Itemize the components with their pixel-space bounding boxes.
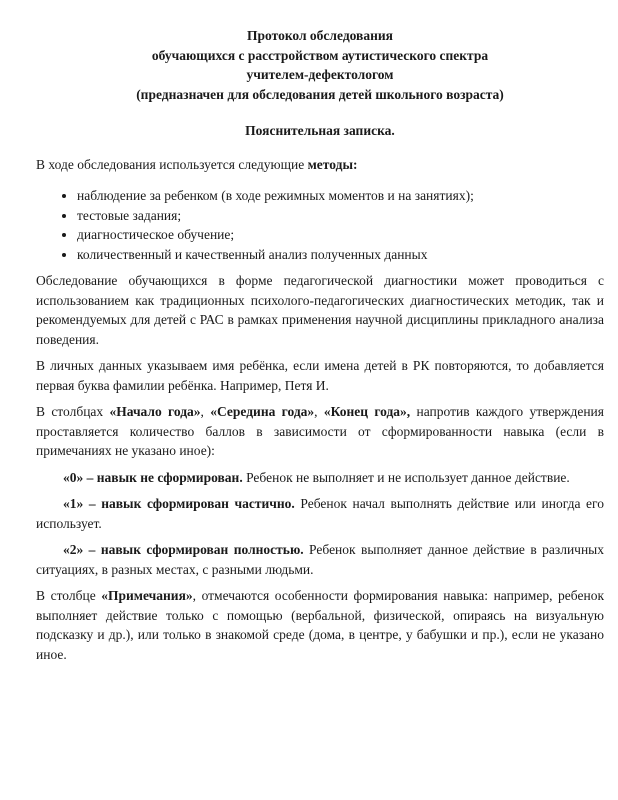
columns-text-1: В столбцах [36, 404, 110, 419]
title-line-3: учителем-дефектологом [246, 67, 394, 82]
columns-bold-year-start: «Начало года» [109, 404, 201, 419]
intro-bold-methods: методы: [307, 156, 358, 172]
score-0-description: Ребенок не выполняет и не использует данное действие. [242, 469, 570, 485]
paragraph-score-2 [36, 540, 604, 579]
document-title [36, 26, 604, 104]
list-item-diagnostic-teaching: • диагностическое обучение; [77, 225, 604, 245]
section-heading: Пояснительная записка. [245, 123, 395, 138]
list-item-analysis: • количественный и качественный анализ полученных данных [77, 245, 604, 265]
columns-bold-year-middle: «Середина года» [210, 404, 315, 419]
notes-bold-remarks: «Примечания» [101, 588, 193, 603]
columns-text-3: , [314, 404, 324, 419]
columns-bold-year-end: «Конец года», [323, 404, 411, 419]
intro-paragraph [36, 155, 604, 175]
columns-text-4: напротив каждого утверждения проставляется количество баллов в зависимости от сформированности навыка (если в примечаниях не указано иное): [36, 404, 604, 458]
methods-list [36, 186, 604, 264]
notes-text-1: В столбце [36, 588, 102, 603]
score-2-label: «2» – навык сформирован полностью. [63, 542, 304, 557]
paragraph-personal-data: В личных данных указываем имя ребёнка, если имена детей в РК повторяются, то добавляется первая буква фамилии ребёнка. Например, Петя И. [36, 358, 604, 393]
list-item-observation: • наблюдение за ребенком (в ходе режимных моментов и на занятиях); [77, 186, 604, 206]
list-item-tests: • тестовые задания; [77, 206, 604, 226]
intro-text: В ходе обследования используется следующие [36, 156, 308, 172]
title-line-2: обучающихся с расстройством аутистического спектра [151, 47, 489, 63]
notes-text-2: , отмечаются особенности формирования навыка: например, ребенок выполняет действие только с помощью (вербальной, физической, опираясь на визуальную подсказку и др.), или только в знакомой среде (дома, в центре, у бабушки и пр.), если не указано иное. [36, 588, 604, 662]
score-2-description: Ребенок выполняет данное действие в различных ситуациях, в разных местах, с разными людьми. [36, 542, 605, 577]
title-line-1: Протокол обследования [247, 28, 393, 43]
title-line-4: (предназначен для обследования детей школьного возраста) [136, 86, 504, 102]
score-1-label: «1» – навык сформирован частично. [63, 496, 295, 511]
paragraph-diagnostics: Обследование обучающихся в форме педагогической диагностики может проводиться с использованием как традиционных психолого-педагогических диагностических методик, так и рекомендуемых для детей с РАС в рамках применения научной дисциплины прикладного анализа поведения. [36, 273, 604, 347]
score-1-description: Ребенок начал выполнять действие или иногда его использует. [36, 496, 604, 531]
paragraph-columns [36, 402, 604, 461]
score-0-label: «0» – навык не сформирован. [63, 469, 243, 485]
columns-text-2: , [200, 404, 211, 419]
paragraph-score-1 [36, 494, 604, 533]
paragraph-notes [36, 586, 604, 664]
paragraph-score-0 [36, 468, 604, 488]
